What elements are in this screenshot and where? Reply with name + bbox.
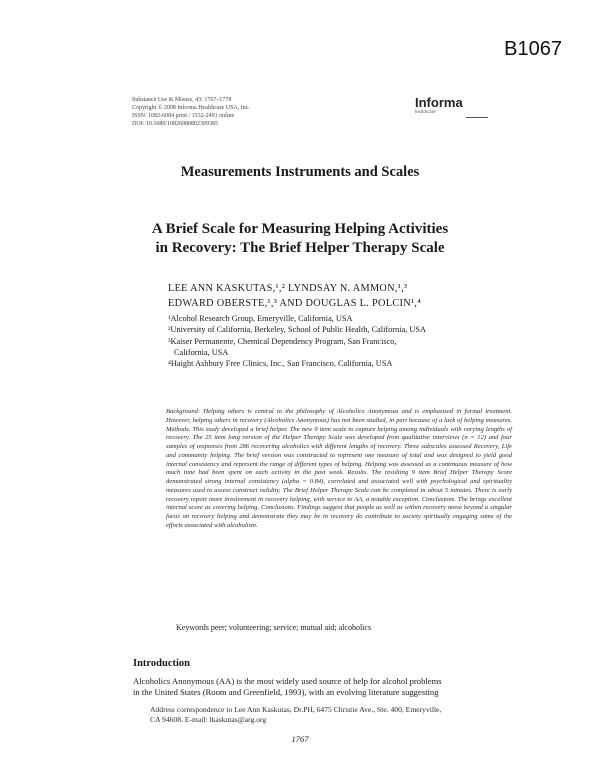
abstract: Background: Helping others is central to the philosophy of Alcoholics Anonymous and is emphasized in formal treatment. However, helping others in recovery (Alcoholics Anonymous) has not been studied, in part because of a lack of helping measures. Methods. This study developed a brief helper. The new 9 item scale to capture helping among individuals with varying lengths of recovery. The 25 item long version of the Helper Therapy Scale was developed from qualitative interviews (n = 12) and four samples of responses from 286 recovering alcoholics with different lengths of recovery. Three subscales assessed Recovery, Life and community helping. The brief version was constructed to represent one measure of total and was designed to yield good internal consistency and represent the range of different types of helping. Helping was assessed as a continuous measure of how much time had been spent on each activity in the past week. Results. The resulting 9 item Brief Helper Therapy Score demonstrated strong internal consistency (alpha = 0.84), correlated and associated well with psychological and spirituality measures used to assess construct validity. The Brief Helper Therapy Scale can be completed in about 5 minutes. There is early recovery report more involvement in recovery helping, with service to AA, a notable exception. Conclusions. The brings excellent internal score as covering helping. Conclusions. Findings suggest that people as well as within recovery move beyond a singular focus on recovery helping and demonstrate they may be in recovery do contribute to society spiritually engaging some of the efforts associated with alcoholism. xyxy=(166,408,512,529)
author-line: LEE ANN KASKUTAS,¹,² LYNDSAY N. AMMON,¹,³ xyxy=(168,283,408,294)
introduction-heading: Introduction xyxy=(133,658,190,669)
meta-line: Substance Use & Misuse, 43: 1767–1778 xyxy=(132,97,232,103)
affiliation: ⁴Haight Ashbury Free Clinics, Inc., San Francisco, California, USA xyxy=(168,359,393,369)
body-line: Alcoholics Anonymous (AA) is the most widely used source of help for alcohol problems xyxy=(133,676,442,686)
publisher-subtitle: healthcare xyxy=(415,110,436,115)
keywords: Keywords peer; volunteering; service; mutual aid; alcoholics xyxy=(176,623,372,632)
title-line: A Brief Scale for Measuring Helping Activities xyxy=(151,221,449,237)
affiliation: California, USA xyxy=(174,347,229,357)
affiliations xyxy=(168,313,508,369)
affiliation: ³Kaiser Permanente, Chemical Dependency Program, San Francisco, xyxy=(168,336,397,346)
page-number: 1767 xyxy=(291,734,309,744)
document-id: B1067 xyxy=(504,38,562,60)
publisher-logo: Informa xyxy=(415,95,463,110)
publisher-rule xyxy=(466,117,488,118)
meta-line: DOI: 10.1080/10826080802309385 xyxy=(132,121,218,127)
affiliation: ¹Alcohol Research Group, Emeryville, California, USA xyxy=(168,314,353,323)
body-line: in the United States (Room and Greenfield, 1993), with an evolving literature suggesting xyxy=(133,687,439,698)
article-title xyxy=(0,220,600,258)
meta-line: Copyright © 2008 Informa Healthcare USA, Inc. xyxy=(132,105,250,111)
affiliation: ²University of California, Berkeley, School of Public Health, California, USA xyxy=(168,325,426,335)
title-line: in Recovery: The Brief Helper Therapy Scale xyxy=(155,240,445,256)
section-heading: Measurements Instruments and Scales xyxy=(180,164,420,180)
footnote-line: Address correspondence to Lee Ann Kaskutas, Dr.PH, 6475 Christie Ave., Ste. 400, Emeryville, xyxy=(150,705,442,714)
author-list xyxy=(168,281,498,311)
journal-metadata xyxy=(132,96,392,128)
meta-line: ISSN: 1082-6084 print / 1532-2491 online xyxy=(132,113,235,119)
introduction-body xyxy=(133,676,503,698)
author-line: EDWARD OBERSTE,¹,³ AND DOUGLAS L. POLCIN¹,⁴ xyxy=(168,298,422,309)
correspondence-footnote xyxy=(150,705,506,725)
footnote-line: CA 94608. E-mail: lkaskutas@arg.org xyxy=(150,715,267,724)
